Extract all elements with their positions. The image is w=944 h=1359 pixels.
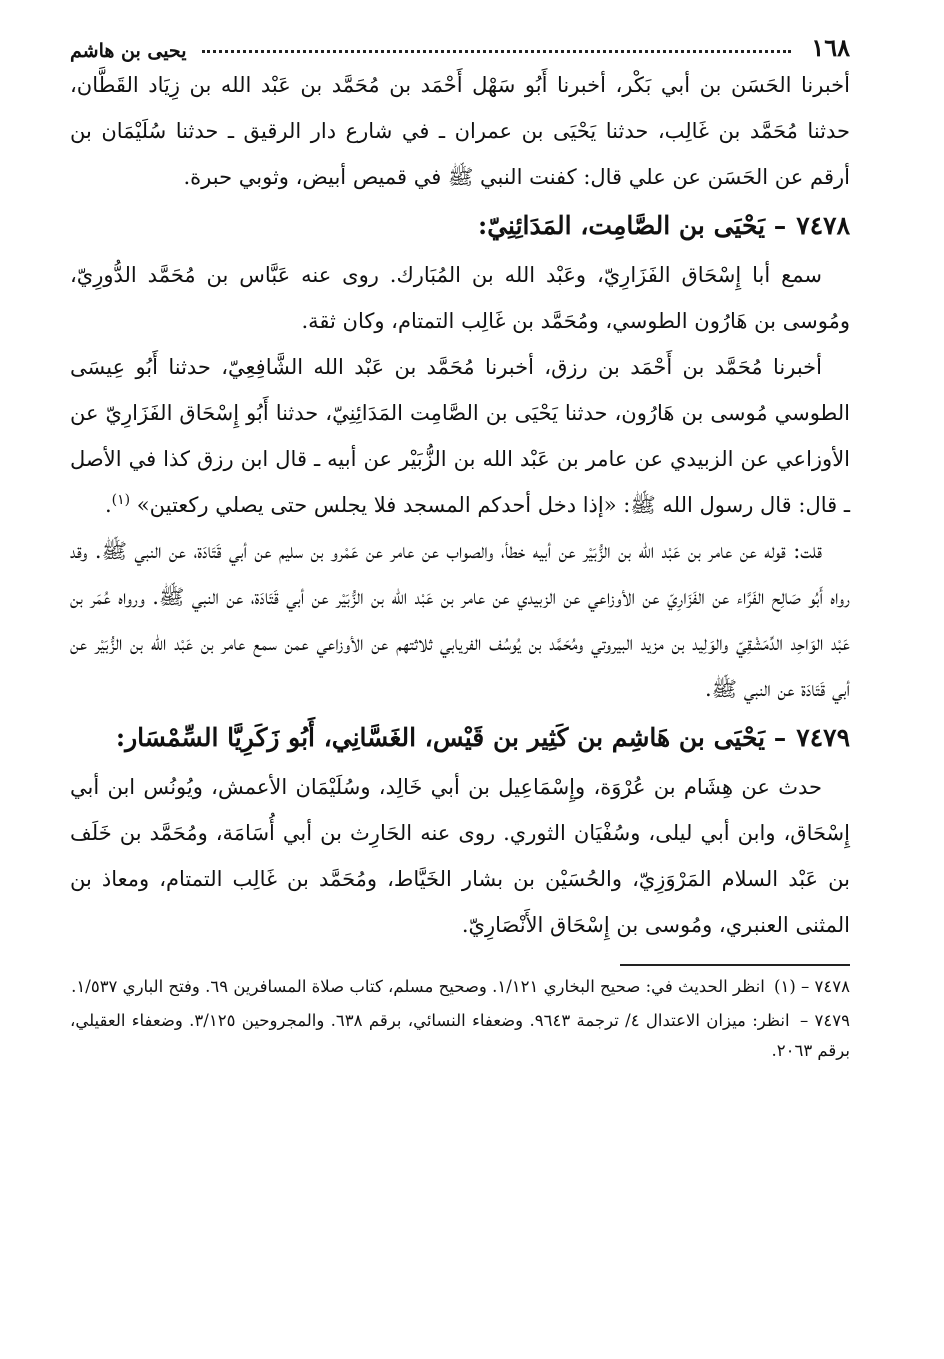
- paragraph-text: أخبرنا مُحَمَّد بن أَحْمَد بن رزق، أخبرنا مُحَمَّد بن عَبْد الله الشَّافِعِيّ، حدثنا أَبُو عِيسَى الطوسي مُوسى بن هَارُون، حدثنا يَحْيَى بن الصَّامِت المَدَائِنِيّ، حدثنا أَبُو إِسْحَاق الفَزَارِيّ عن الأوزاعي عن الزبيدي عن عامر بن عَبْد الله بن الزُّبَيْر عن أبيه ـ قال ابن رزق كذا في الأصل ـ قال: قال رسول الله ﷺ: «إذا دخل أحدكم المسجد فلا يجلس حتى يصلي ركعتين»: [70, 355, 850, 517]
- running-title: يحيى بن هاشم: [70, 40, 187, 62]
- entry-heading-7478: [70, 200, 850, 252]
- footnote: [70, 1006, 850, 1066]
- entry-paragraph: قلت: قوله عن عامر بن عَبْد الله بن الزُّبَيْر عن أبيه خطأ، والصواب عن عامر عن عَمْرو بن سليم عن أبي قَتَادَة، عن النبي ﷺ. وقد رواه أَبُو صَالِح الفَرَّاء عن الفَزَارِيّ عن الأوزاعي عن الزبيدي عن عامر بن عَبْد الله بن الزُّبَيْر عن أبي قَتَادَة، عن النبي ﷺ. ورواه عُمَر بن عَبْد الوَاحِد الدِّمَشْقِيّ والوَلِيد بن مزيد البيروتي ومُحَمَّد بن يُوسُف الفريابي ثلاثتهم عن الأوزاعي عمن سمع عامر بن عَبْد الله بن الزُّبَيْر عن أبي قَتَادَة عن النبي ﷺ.: [70, 539, 850, 701]
- footnote-text: انظر: ميزان الاعتدال ٤/ ترجمة ٩٦٤٣. وضعفاء النسائي، برقم ٦٣٨. والمجروحين ٣/١٢٥. وضعفاء العقيلي، برقم ٢٠٦٣.: [70, 1011, 850, 1060]
- footnote-reference[interactable]: (١): [111, 492, 131, 508]
- entry-title: – يَحْيَى بن هَاشِم بن كَثِير بن قَيْس، الغَسَّانِي، أَبُو زَكَرِيَّا السِّمْسَار:: [115, 723, 787, 752]
- entry-paragraph: حدث عن هِشَام بن عُرْوَة، وإِسْمَاعِيل بن أبي خَالِد، وسُلَيْمَان الأعمش، ويُونُس ابن أبي إِسْحَاق، وابن أبي ليلى، وسُفْيَان الثوري. روى عنه الحَارِث بن أبي أُسَامَة، ومُحَمَّد بن خَلَف بن عَبْد السلام المَرْوَزِيّ، والحُسَيْن بن بشار الخَيَّاط، ومُحَمَّد بن غَالِب التمتام، ومعاذ بن المثنى العنبري، ومُوسى بن إِسْحَاق الأَنْصَارِيّ.: [70, 775, 850, 937]
- entry-paragraph-with-footnote: [70, 344, 850, 528]
- continued-paragraph: أخبرنا الحَسَن بن أبي بَكْر، أخبرنا أَبُو سَهْل أَحْمَد بن مُحَمَّد بن عَبْد الله بن زِيَاد القَطَّان، حدثنا مُحَمَّد بن غَالِب، حدثنا يَحْيَى بن عمران ـ في شارع دار الرقيق ـ حدثنا سُلَيْمَان بن أرقم عن الحَسَن عن علي قال: كفنت النبي ﷺ في قميص أبيض، وثوبي حبرة.: [70, 73, 850, 189]
- page-header: [70, 28, 850, 62]
- entry-heading-7479: [70, 712, 850, 764]
- footnote: [70, 972, 850, 1002]
- footnote-separator: [620, 964, 850, 966]
- header-dotted-leader: [202, 50, 791, 53]
- entry-title: – يَحْيَى بن الصَّامِت، المَدَائِنِيّ:: [477, 211, 787, 240]
- footnotes: [70, 964, 850, 1066]
- footnote-text: انظر الحديث في: صحيح البخاري ١/١٢١. وصحيح مسلم، كتاب صلاة المسافرين ٦٩. وفتح الباري ١/٥٣٧.: [71, 977, 765, 996]
- entry-paragraph: سمع أبا إِسْحَاق الفَزَارِيّ، وعَبْد الله بن المُبَارك. روى عنه عَبَّاس بن مُحَمَّد الدُّورِيّ، ومُوسى بن هَارُون الطوسي، ومُحَمَّد بن غَالِب التمتام، وكان ثقة.: [70, 263, 850, 333]
- entry-number: ٧٤٧٨: [796, 211, 850, 240]
- paragraph-end: .: [104, 493, 112, 517]
- footnote-number: ٧٤٧٨ – (١): [774, 977, 850, 996]
- footnote-number: ٧٤٧٩ –: [799, 1011, 850, 1030]
- page-number: ١٦٨: [811, 33, 850, 62]
- entry-number: ٧٤٧٩: [796, 723, 850, 752]
- book-page: [70, 28, 850, 1070]
